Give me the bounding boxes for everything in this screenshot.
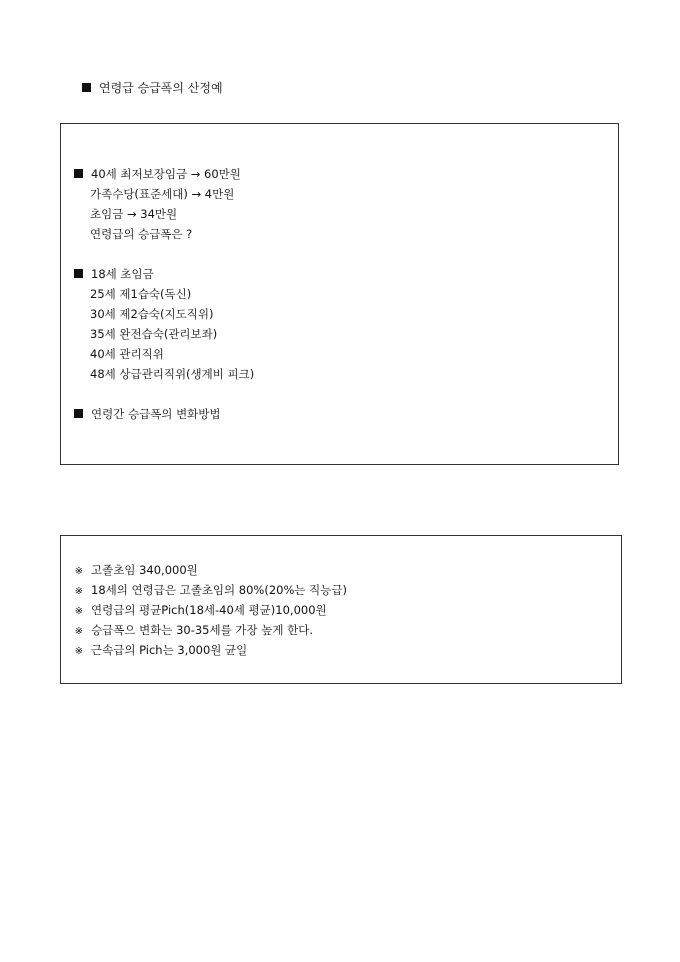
reference-mark-icon: ※: [74, 606, 84, 617]
raise-width-question-line: 연령급의 승급폭은 ?: [90, 227, 193, 241]
reference-mark-icon: ※: [74, 626, 84, 637]
square-bullet-icon: [74, 169, 83, 178]
reference-mark-icon: ※: [74, 566, 84, 577]
family-allowance-line: 가족수당(표준세대) → 4만원: [90, 187, 235, 201]
reference-mark-icon: ※: [74, 586, 84, 597]
age-stage-line: 30세 제2습숙(지도직위): [90, 307, 214, 321]
square-bullet-icon: [74, 269, 83, 278]
age-stage-line: 25세 제1습숙(독신): [90, 287, 192, 301]
section-title-starting-wage: 18세 초임금: [74, 266, 154, 282]
square-bullet-icon: [82, 83, 91, 92]
section-title-raise-change-method: 연령간 승급폭의 변화방법: [74, 406, 221, 422]
note-item: ※ 근속급의 Pich는 3,000원 균일: [73, 642, 247, 660]
note-item: ※ 18세의 연령급은 고졸초임의 80%(20%는 직능급): [73, 582, 347, 600]
note-item: ※ 고졸초임 340,000원: [73, 562, 198, 580]
heading-text: 연령급 승급폭의 산정예: [99, 81, 223, 95]
note-item: ※ 승급폭으 변화는 30-35세를 가장 높게 한다.: [73, 622, 313, 640]
age-stage-line: 48세 상급관리직위(생계비 피크): [90, 367, 255, 381]
notes-box: [60, 535, 622, 684]
age-stage-line: 35세 완전습숙(관리보좌): [90, 327, 218, 341]
calculation-example-box: [60, 123, 619, 465]
starting-wage-line: 초임금 → 34만원: [90, 207, 178, 221]
section-heading: [82, 80, 223, 96]
section-title-minimum-wage: 40세 최저보장임금 → 60만원: [74, 166, 241, 182]
note-item: ※ 연령급의 평균Pich(18세-40세 평균)10,000원: [73, 602, 327, 620]
square-bullet-icon: [74, 409, 83, 418]
reference-mark-icon: ※: [74, 646, 84, 657]
age-stage-line: 40세 관리직위: [90, 347, 164, 361]
